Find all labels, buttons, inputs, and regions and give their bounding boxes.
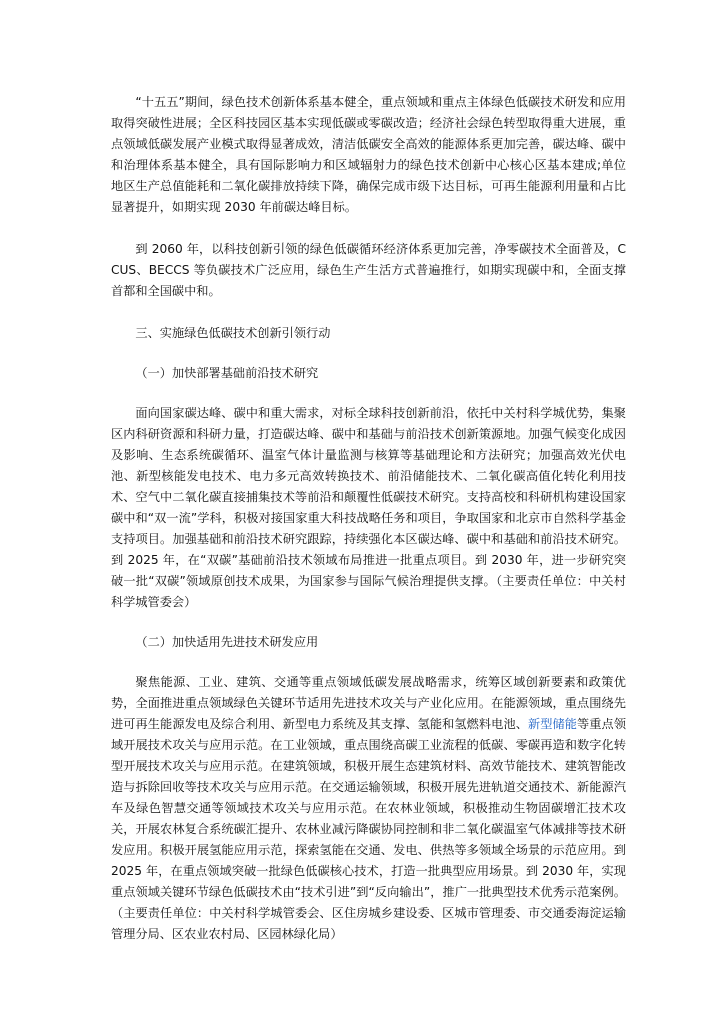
paragraph-advanced-tech (111, 672, 626, 945)
new-energy-storage-link[interactable]: 新型储能 (527, 717, 578, 731)
paragraph-15th-five-year-goals: “十五五”期间，绿色技术创新体系基本健全，重点领域和重点主体绿色低碳技术研发和应用取得突破性进展；全区科技园区基本实现低碳或零碳改造；经济社会绿色转型取得重大进展，重点领域低碳发展产业模式取得显著成效，清洁低碳安全高效的能源体系更加完善，碳达峰、碳中和治理体系基本健全，具有国际影响力和区域辐射力的绿色技术创新中心核心区基本建成;单位地区生产总值能耗和二氧化碳排放持续下降，确保完成市级下达目标，可再生能源利用量和占比显著提升，如期实现 2030 年前碳达峰目标。 (111, 95, 626, 214)
paragraph-text-part-2: 等重点领域开展技术攻关与应用示范。在工业领域，重点围绕高碳工业流程的低碳、零碳再造和数字化转型开展技术攻关与应用示范。在建筑领域，积极开展生态建筑材料、高效节能技术、建筑智能改造与拆除回收等技术攻关与应用示范。在交通运输领域，积极开展先进轨道交通技术、新能源汽车及绿色智慧交通等领域技术攻关与应用示范。在农林业领域，积极推动生物固碳增汇技术攻关，开展农林复合系统碳汇提升、农林业减污降碳协同控制和非二氧化碳温室气体减排等技术研发应用。积极开展氢能应用示范，探索氢能在交通、发电、供热等多领域全场景的示范应用。到 2025 年，在重点领域突破一批绿色低碳核心技术，打造一批典型应用场景。到 2030 年，实现重点领域关键环节绿色低碳技术由“技术引进”到“反向输出”，推广一批典型技术优秀示范案例。（主要责任单位：中关村科学城管委会、区住房城乡建设委、区城市管理委、市交通委海淀运输管理分局、区农业农村局、区园林绿化局） (111, 717, 627, 941)
section-heading-3: 三、实施绿色低碳技术创新引领行动 (135, 326, 331, 340)
paragraph-gap (111, 218, 626, 239)
subsection-heading-2: （二）加快适用先进技术研发应用 (135, 635, 319, 649)
paragraph-basic-research: 面向国家碳达峰、碳中和重大需求，对标全球科技创新前沿，依托中关村科学城优势，集聚区内科研资源和科研力量，打造碳达峰、碳中和基础与前沿技术创新策源地。加强气候变化成因及影响、生态系统碳循环、温室气体计量监测与核算等基础理论和方法研究；加强高效光伏电池、新型核能发电技术、电力多元高效转换技术、前沿储能技术、二氧化碳高值化转化利用技术、空气中二氧化碳直接捕集技术等前沿和颠覆性低碳技术研究。支持高校和科研机构建设国家碳中和“双一流”学科，积极对接国家重大科技战略任务和项目，争取国家和北京市自然科学基金支持项目。加强基础和前沿技术研究跟踪，持续强化本区碳达峰、碳中和基础和前沿技术研究。到 2025 年，在“双碳”基础前沿技术领域布局推进一批重点项目。到 2030 年，进一步研究突破一批“双碳”领域原创技术成果，为国家参与国际气候治理提供支撑。（主要责任单位：中关村科学城管委会） (111, 406, 626, 609)
paragraph-text-part-1: 聚焦能源、工业、建筑、交通等重点领域低碳发展战略需求，统筹区域创新要素和政策优势，全面推进重点领域绿色关键环节适用先进技术攻关与产业化应用。在能源领域，重点围绕先进可再生能源发电及综合利用、新型电力系统及其支撑、氢能和氢燃料电池、 (111, 675, 626, 731)
paragraph-gap (111, 384, 626, 403)
paragraph-gap (111, 344, 626, 363)
paragraph-gap (111, 302, 626, 323)
paragraph-2060-goals: 到 2060 年，以科技创新引领的绿色低碳循环经济体系更加完善，净零碳技术全面普及，CCUS、BECCS 等负碳技术广泛应用，绿色生产生活方式普遍推行，如期实现碳中和，全面支撑首都和全国碳中和。 (111, 242, 626, 298)
subsection-heading-1: （一）加快部署基础前沿技术研究 (135, 366, 319, 380)
paragraph-gap (111, 653, 626, 672)
paragraph-gap (111, 613, 626, 632)
